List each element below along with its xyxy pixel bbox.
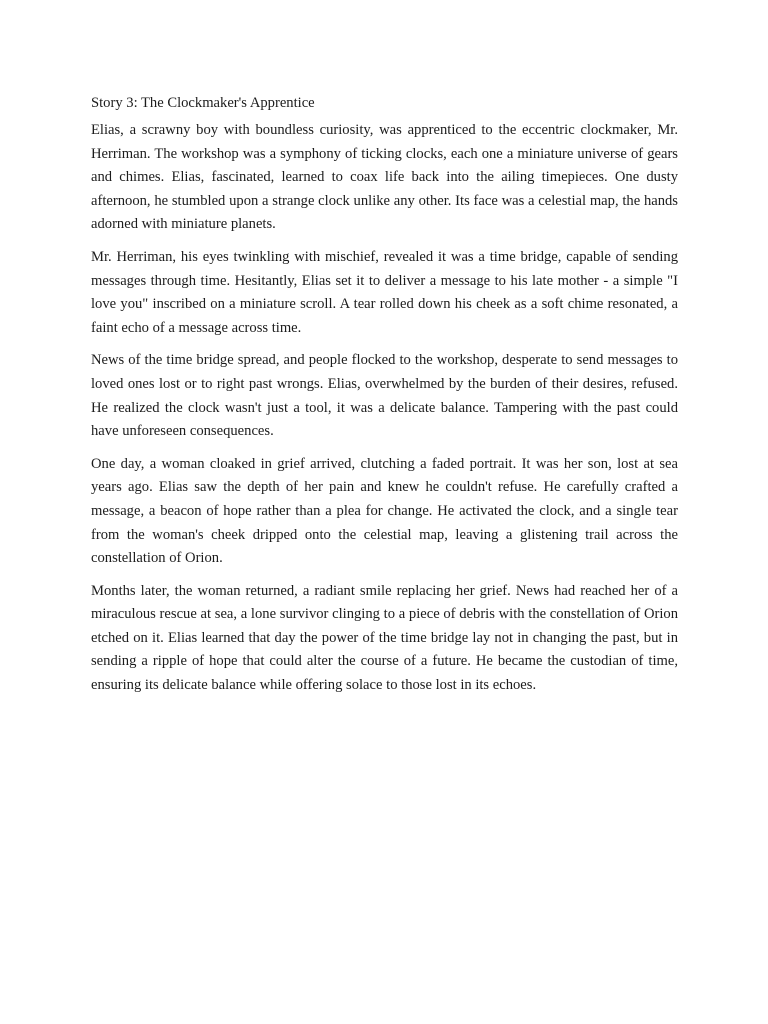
- document-page: [91, 91, 678, 707]
- story-title: Story 3: The Clockmaker's Apprentice: [91, 95, 315, 111]
- paragraph-1: Elias, a scrawny boy with boundless curiosity, was apprenticed to the eccentric clockmaker, Mr. Herriman. The workshop was a symphony of ticking clocks, each one a miniature universe of gears and chimes. Elias, fascinated, learned to coax life back into the ailing timepieces. One dusty afternoon, he stumbled upon a strange clock unlike any other. Its face was a celestial map, the hands adorned with miniature planets.: [91, 122, 678, 233]
- paragraph-3: News of the time bridge spread, and people flocked to the workshop, desperate to send messages to loved ones lost or to right past wrongs. Elias, overwhelmed by the burden of their desires, refused. He realized the clock wasn't just a tool, it was a delicate balance. Tampering with the past could have unforeseen consequences.: [91, 352, 678, 440]
- paragraph-4: One day, a woman cloaked in grief arrived, clutching a faded portrait. It was her son, lost at sea years ago. Elias saw the depth of her pain and knew he couldn't refuse. He carefully crafted a message, a beacon of hope rather than a plea for change. He activated the clock, and a single tear from the woman's cheek dripped onto the celestial map, leaving a glistening trail across the constellation of Orion.: [91, 455, 678, 567]
- paragraph-2: Mr. Herriman, his eyes twinkling with mischief, revealed it was a time bridge, capable of sending messages through time. Hesitantly, Elias set it to deliver a message to his late mother - a simple "I love you" inscribed on a miniature scroll. A tear rolled down his cheek as a soft chime resonated, a faint echo of a message across time.: [91, 248, 678, 336]
- paragraph-5: Months later, the woman returned, a radiant smile replacing her grief. News had reached her of a miraculous rescue at sea, a lone survivor clinging to a piece of debris with the constellation of Orion etched on it. Elias learned that day the power of the time bridge lay not in changing the past, but in sending a ripple of hope that could alter the course of a future. He became the custodian of time, ensuring its delicate balance while offering solace to those lost in its echoes.: [91, 582, 678, 694]
